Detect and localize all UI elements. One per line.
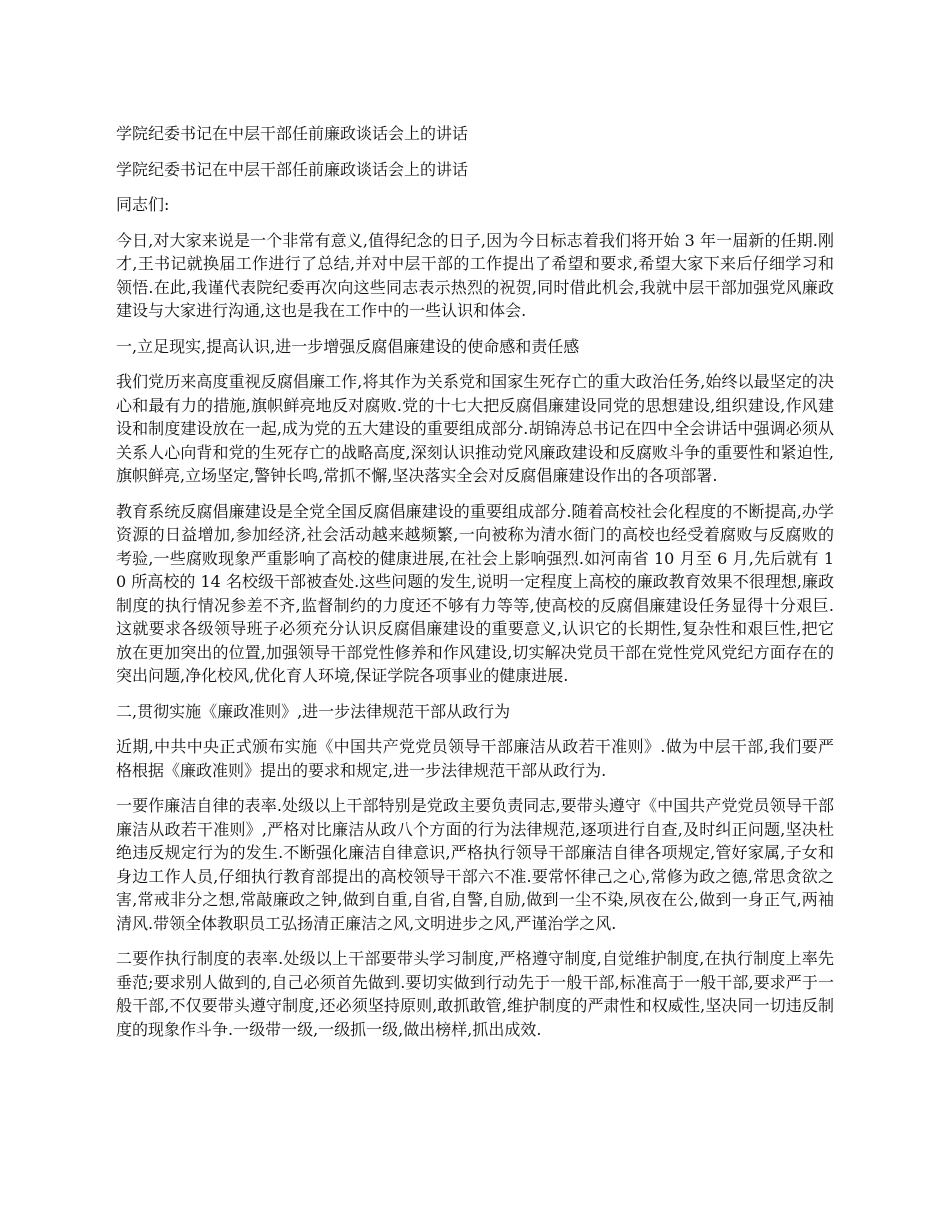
document-title-repeat: 学院纪委书记在中层干部任前廉政谈话会上的讲话 xyxy=(116,159,469,179)
paragraph-party-anticorruption: 我们党历来高度重视反腐倡廉工作,将其作为关系党和国家生死存亡的重大政治任务,始终以最坚定的决心和最有力的措施,旗帜鲜亮地反对腐败.党的十七大把反腐倡廉建设同党的思想建设,组织建设,作风建设和制度建设放在一起,成为党的五大建设的重要组成部分.胡锦涛总书记在四中全会讲话中强调必须从关系人心向背和党的生死存亡的战略高度,深刻认识推动党风廉政建设和反腐败斗争的重要性和紧迫性,旗帜鲜亮,立场坚定,警钟长鸣,常抓不懈,坚决落实全会对反腐倡廉建设作出的各项部署. xyxy=(116,372,834,485)
section-heading-2: 二,贯彻实施《廉政准则》,进一步法律规范干部从政行为 xyxy=(116,701,511,721)
section-heading-1: 一,立足现实,提高认识,进一步增强反腐倡廉建设的使命感和责任感 xyxy=(116,336,580,356)
paragraph-guidelines: 近期,中共中央正式颁布实施《中国共产党党员领导干部廉洁从政若干准则》.做为中层干部,我们要严格根据《廉政准则》提出的要求和规定,进一步法律规范干部从政行为. xyxy=(116,737,834,780)
document-page xyxy=(116,122,834,1053)
salutation: 同志们: xyxy=(116,195,170,214)
paragraph-rule-compliance: 二要作执行制度的表率.处级以上干部要带头学习制度,严格遵守制度,自觉维护制度,在执行制度上率先垂范;要求别人做到的,自己必须首先做到.要切实做到行动先于一般干部,标准高于一般干部,要求严于一般干部,不仅要带头遵守制度,还必须坚持原则,敢抓敢管,维护制度的严肃性和权威性,坚决同一切违反制度的现象作斗争.一级带一级,一级抓一级,做出榜样,抓出成效. xyxy=(116,949,834,1039)
paragraph-education-system: 教育系统反腐倡廉建设是全党全国反腐倡廉建设的重要组成部分.随着高校社会化程度的不断提高,办学资源的日益增加,参加经济,社会活动越来越频繁,一向被称为清水衙门的高校也经受着腐败与反腐败的考验,一些腐败现象严重影响了高校的健康进展,在社会上影响强烈.如河南省 10 月至 6 月,先后就有 10 所高校的 14 名校级干部被查处.这些问题的发生,说明一定程度上高校的廉政教育效果不很理想,廉政制度的执行情况参差不齐,监督制约的力度还不够有力等等,使高校的反腐倡廉建设任务显得十分艰巨.这就要求各级领导班子必须充分认识反腐倡廉建设的重要意义,认识它的长期性,复杂性和艰巨性,把它放在更加突出的位置,加强领导干部党性修养和作风建设,切实解决党员干部在党性党风党纪方面存在的突出问题,净化校风,优化育人环境,保证学院各项事业的健康进展. xyxy=(116,501,834,685)
paragraph-self-discipline: 一要作廉洁自律的表率.处级以上干部特别是党政主要负责同志,要带头遵守《中国共产党党员领导干部廉洁从政若干准则》,严格对比廉洁从政八个方面的行为法律规范,逐项进行自查,及时纠正问题,坚决杜绝违反规定行为的发生.不断强化廉洁自律意识,严格执行领导干部廉洁自律各项规定,管好家属,子女和身边工作人员,仔细执行教育部提出的高校领导干部六不准.要常怀律己之心,常修为政之德,常思贪欲之害,常戒非分之想,常敲廉政之钟,做到自重,自省,自警,自励,做到一尘不染,夙夜在公,做到一身正气,两袖清风.带领全体教职员工弘扬清正廉洁之风,文明进步之风,严谨治学之风. xyxy=(116,796,834,933)
paragraph-intro: 今日,对大家来说是一个非常有意义,值得纪念的日子,因为今日标志着我们将开始 3 年一届新的任期.刚才,王书记就换届工作进行了总结,并对中层干部的工作提出了希望和要求,希望大家下来后仔细学习和领悟.在此,我谨代表院纪委再次向这些同志表示热烈的祝贺,同时借此机会,我就中层干部加强党风廉政建设与大家进行沟通,这也是我在工作中的一些认识和体会. xyxy=(116,230,834,320)
document-title: 学院纪委书记在中层干部任前廉政谈话会上的讲话 xyxy=(116,124,469,143)
